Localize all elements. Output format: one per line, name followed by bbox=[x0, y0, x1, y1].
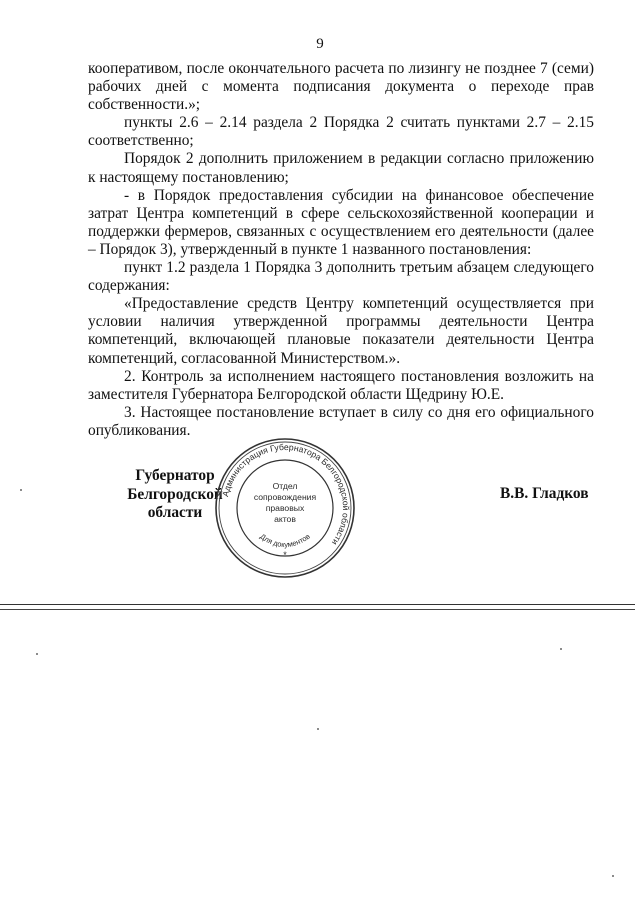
signatory-title-line2: Белгородской области bbox=[127, 485, 223, 521]
scan-speck bbox=[560, 648, 562, 650]
paragraph-6: «Предоставление средств Центру компетенций осуществляется при условии наличия утвержденной программы деятельности Центра компетенций, включающей плановые показатели деятельности Центра компетенций, согласованной Министерством.». bbox=[88, 295, 594, 367]
paragraph-4: - в Порядок предоставления субсидии на финансовое обеспечение затрат Центра компетенций в сфере сельскохозяйственной кооперации и поддержки фермеров, связанных с осуществлением его деятельности (далее – Порядок 3), утвержденный в пункте 1 названного постановления: bbox=[88, 186, 594, 258]
document-body bbox=[88, 60, 594, 440]
scan-speck bbox=[612, 875, 614, 877]
paragraph-3: Порядок 2 дополнить приложением в редакции согласно приложению к настоящему постановлению; bbox=[88, 150, 594, 186]
stamp-graphic bbox=[214, 437, 356, 579]
official-stamp bbox=[214, 437, 356, 579]
signatory-name: В.В. Гладков bbox=[500, 485, 589, 502]
horizontal-rule bbox=[0, 604, 635, 605]
paragraph-5: пункт 1.2 раздела 1 Порядка 3 дополнить третьим абзацем следующего содержания: bbox=[88, 259, 594, 295]
horizontal-rule-secondary bbox=[0, 609, 635, 610]
stamp-star: * bbox=[283, 550, 287, 560]
paragraph-2: пункты 2.6 – 2.14 раздела 2 Порядка 2 считать пунктами 2.7 – 2.15 соответственно; bbox=[88, 114, 594, 150]
scan-speck bbox=[317, 728, 319, 730]
paragraph-1: кооперативом, после окончательного расчета по лизингу не позднее 7 (семи) рабочих дней с момента подписания документа о переходе прав собственности.»; bbox=[88, 60, 594, 114]
stamp-center-line-4: актов bbox=[274, 514, 296, 524]
scan-speck bbox=[20, 489, 22, 491]
paragraph-8: 3. Настоящее постановление вступает в силу со дня его официального опубликования. bbox=[88, 403, 594, 439]
stamp-bottom-text: Для документов bbox=[258, 531, 312, 550]
signatory-title-line1: Губернатор bbox=[135, 467, 215, 484]
page-number: 9 bbox=[316, 36, 324, 52]
scan-speck bbox=[36, 653, 38, 655]
stamp-center-line-2: сопровождения bbox=[253, 492, 317, 502]
stamp-center-line-3: правовых bbox=[265, 503, 305, 513]
stamp-ring-text: Администрация Губернатора Белгородской области bbox=[220, 441, 352, 548]
stamp-center-line-1: Отдел bbox=[272, 481, 298, 491]
paragraph-7: 2. Контроль за исполнением настоящего постановления возложить на заместителя Губернатора Белгородской области Щедрину Ю.Е. bbox=[88, 367, 594, 403]
